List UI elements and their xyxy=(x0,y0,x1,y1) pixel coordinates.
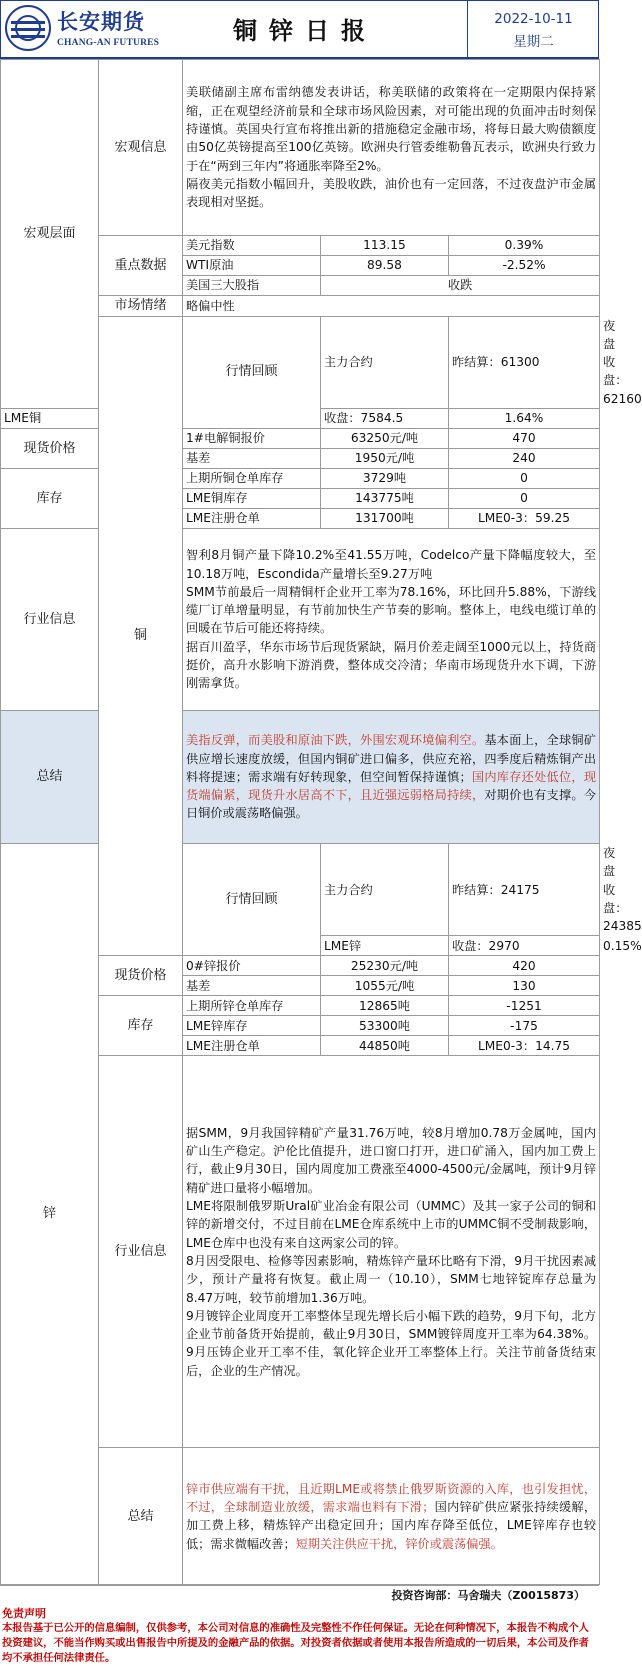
zinc-industry-label: 行业信息 xyxy=(99,1056,183,1448)
table-row xyxy=(1,468,600,488)
table-cell: 0 xyxy=(449,488,600,508)
macro-info-paragraph: 美联储副主席布雷纳德发表讲话，称美联储的政策将在一定期限内保持紧缩，正在观望经济前景和全球市场风险因素，对可能出现的负面冲击时刻保持谨慎。英国央行宣布将推出新的措施稳定金融市场，将每日最大购债额度由50亿英镑提高至100亿英镑。欧洲央行管委维勒鲁瓦表示，欧洲央行致力于在“两到三年内”将通胀率降至2%。 xyxy=(186,85,597,173)
table-cell: 上期所锌仓单库存 xyxy=(183,996,321,1016)
disclaimer-title: 免责声明 xyxy=(2,1607,46,1621)
analyst-credit: 投资咨询部：马舍瑞夫（Z0015873） xyxy=(391,1589,585,1603)
zinc-summary-label: 总结 xyxy=(99,1448,183,1585)
key-data-change: 0.39% xyxy=(449,236,600,256)
table-row: LME锌 收盘：2970 0.15% xyxy=(1,936,600,956)
logo-bar-bottom xyxy=(11,35,45,38)
industry-paragraph: 8月因受限电、检修等因素影响，精炼锌产量环比略有下滑，9月干扰因素减少，预计产量将有恢复。截止周一（10.10），SMM七地锌锭库存总量为8.47万吨，较节前增加1.36万吨。 xyxy=(186,1253,597,1305)
copper-section-label: 铜 xyxy=(99,316,183,956)
key-data-name: WTI原油 xyxy=(183,256,321,276)
zinc-stock-label: 库存 xyxy=(99,996,183,1056)
table-cell: 1055元/吨 xyxy=(321,976,449,996)
copper-industry-label: 行业信息 xyxy=(1,528,99,710)
table-cell: -1251 xyxy=(449,996,600,1016)
table-cell: 0 xyxy=(449,468,600,488)
macro-info-paragraph: 隔夜美元指数小幅回升，美股收跌，油价也有一定回落，不过夜盘沪市金属表现相对坚挺。 xyxy=(186,176,597,210)
table-cell: 昨结算：61300 xyxy=(449,316,600,408)
table-cell: 420 xyxy=(449,956,600,976)
table-cell: 240 xyxy=(449,448,600,468)
zinc-review-label: 行情回顾 xyxy=(183,843,321,955)
report-footer xyxy=(0,1585,599,1666)
table-row: 铜 行情回顾 主力合约 昨结算：61300 夜盘收盘：62160 xyxy=(1,316,600,408)
table-cell: LME注册仓单 xyxy=(183,508,321,528)
industry-paragraph: 据百川盈孚，华东市场节后现货紧缺，隔月价差走阔至1000元以上，持货商挺价，高升水影响下游消费，整体成交冷清；华南市场现货升水下调，下游刚需拿货。 xyxy=(186,639,597,691)
table-cell: LME锌库存 xyxy=(183,1016,321,1036)
sentiment-label: 市场情绪 xyxy=(99,296,183,317)
table-cell: 0#锌报价 xyxy=(183,956,321,976)
summary-text: 对期价也有支撑。今日铜价或震荡略偏强。 xyxy=(186,788,597,821)
report-weekday: 星期二 xyxy=(513,34,554,50)
industry-paragraph: SMM节前最后一周精铜杆企业开工率为78.16%，环比回升5.88%，下游线缆厂订单增量明显，有节前加快生产节奏的影响。整体上，电线电缆订单的回暖在节后可能还将持续。 xyxy=(186,584,597,636)
logo-bar-top xyxy=(11,21,45,24)
copper-summary-label: 总结 xyxy=(1,710,99,843)
key-data-value: 89.58 xyxy=(321,256,449,276)
sentiment-value: 略偏中性 xyxy=(183,296,600,317)
macro-section-label: 宏观层面 xyxy=(1,60,99,409)
report-table xyxy=(0,59,642,1585)
industry-paragraph: LME将限制俄罗斯Ural矿业冶金有限公司（UMMC）及其一家子公司的铜和锌的新增交付，不过目前在LME仓库系统中上市的UMMC铜不受制裁影响，LME仓库中也没有来自这两家公司的锌。 xyxy=(186,1199,597,1250)
report-header xyxy=(0,0,599,59)
summary-highlight: 锌市供应端有干扰，且近期LME或将禁止俄罗斯资源的入库，也引发担忧，不过，全球制造业放缓，需求端也料有下滑； xyxy=(186,1481,597,1515)
zinc-section-label: 锌 xyxy=(1,843,99,1584)
zinc-spot-label: 现货价格 xyxy=(99,956,183,996)
company-logo xyxy=(5,5,51,51)
key-data-name: 美国三大股指 xyxy=(183,276,321,296)
brand-name-en: CHANG-AN FUTURES xyxy=(57,38,160,48)
table-cell: 143775吨 xyxy=(321,488,449,508)
table-cell: 44850吨 xyxy=(321,1036,449,1056)
table-cell: LME铜库存 xyxy=(183,488,321,508)
summary-text: 国内锌矿供应紧张持续缓解，加工费上移，精炼锌产出稳定回升；国内库存降至低位，LME锌库存也较低；需求微幅改善； xyxy=(186,1500,597,1551)
table-cell: 25230元/吨 xyxy=(321,956,449,976)
industry-paragraph: 智利8月铜产量下降10.2%至41.55万吨，Codelco产量下降幅度较大，至10.18万吨，Escondida产量增长至9.27万吨 xyxy=(186,548,597,581)
key-data-label: 重点数据 xyxy=(99,236,183,296)
table-cell: LME锌 xyxy=(321,936,449,956)
table-cell: 3729吨 xyxy=(321,468,449,488)
copper-summary-text xyxy=(183,710,600,843)
table-cell: 昨结算：24175 xyxy=(449,843,600,935)
copper-review-label: 行情回顾 xyxy=(183,316,321,428)
zinc-summary-text xyxy=(183,1448,600,1585)
table-cell: -175 xyxy=(449,1016,600,1036)
summary-highlight: 短期关注供应干扰，锌价或震荡偏强。 xyxy=(295,1536,503,1551)
table-cell: 收盘：2970 xyxy=(449,936,600,956)
key-data-change: -2.52% xyxy=(449,256,600,276)
table-cell: LME0-3：14.75 xyxy=(449,1036,600,1056)
copper-stock-label: 库存 xyxy=(1,468,99,528)
key-data-value: 113.15 xyxy=(321,236,449,256)
table-cell: 1.64% xyxy=(449,408,600,428)
disclaimer-text: 本报告基于已公开的信息编制，仅供参考，本公司对信息的准确性及完整性不作任何保证。无论在何种情况下，本报告不构成个人投资建议，不能当作购买或出售报告中所提及的金融产品的依据。对投资者依据或者使用本报告所造成的一切后果，本公司及作者均不承担任何法律责任。 xyxy=(2,1622,589,1665)
copper-summary-row xyxy=(1,710,600,843)
table-cell: LME0-3：59.25 xyxy=(449,508,600,528)
report-title: 铜锌日报 xyxy=(233,17,377,45)
table-row xyxy=(1,428,600,448)
table-cell: 基差 xyxy=(183,448,321,468)
copper-spot-label: 现货价格 xyxy=(1,428,99,468)
table-cell: LME注册仓单 xyxy=(183,1036,321,1056)
copper-industry-text xyxy=(183,528,600,710)
copper-industry-row xyxy=(1,528,600,710)
industry-paragraph: 9月镀锌企业周度开工率整体呈现先增长后小幅下跌的趋势，9月下旬，北方企业节前备货开始提前，截止9月30日，SMM镀锌周度开工率为64.38%。9月压铸企业开工率不佳，氧化锌企业开工率整体上行。关注节前备货结束后，企业的生产情况。 xyxy=(186,1308,597,1378)
table-cell: 470 xyxy=(449,428,600,448)
zinc-industry-text xyxy=(183,1056,600,1448)
table-cell: LME铜 xyxy=(1,408,99,428)
key-data-name: 美元指数 xyxy=(183,236,321,256)
table-cell: 1#电解铜报价 xyxy=(183,428,321,448)
report-date: 2022-10-11 xyxy=(494,11,573,27)
brand-name-cn: 长安期货 xyxy=(57,10,145,34)
table-cell: 130 xyxy=(449,976,600,996)
table-row: 锌 行情回顾 主力合约 昨结算：24175 夜盘收盘：24385 xyxy=(1,843,600,935)
macro-info-text xyxy=(183,60,600,236)
industry-paragraph: 据SMM，9月我国锌精矿产量31.76万吨，较8月增加0.78万金属吨，国内矿山生产稳定。沪伦比值提升，进口窗口打开，进口矿涌入，国内加工费上行，截止9月30日，国内周度加工费涨至4000-4500元/金属吨，预计9月锌精矿进口量将小幅增加。 xyxy=(186,1125,597,1195)
macro-info-row xyxy=(1,60,600,236)
table-cell: 63250元/吨 xyxy=(321,428,449,448)
summary-highlight: 国内库存还处低位，现货端偏紧，现货升水居高不下，且近强远弱格局持续， xyxy=(186,769,597,803)
key-data-value: 收跌 xyxy=(321,276,600,296)
table-cell: 收盘：7584.5 xyxy=(321,408,449,428)
table-cell: 主力合约 xyxy=(321,843,449,935)
summary-text: 基本面上，全球铜矿供应增长速度放缓，但国内铜矿进口偏多，供应充裕，四季度后精炼铜产出料将提速；需求端有好转现象，但空间暂保持谨慎； xyxy=(186,733,597,784)
logo-bar-middle xyxy=(11,28,45,31)
table-cell: 131700吨 xyxy=(321,508,449,528)
table-cell: 上期所铜仓单库存 xyxy=(183,468,321,488)
table-cell: 1950元/吨 xyxy=(321,448,449,468)
table-cell: 主力合约 xyxy=(321,316,449,408)
table-cell: 53300吨 xyxy=(321,1016,449,1036)
summary-highlight: 美指反弹，而美股和原油下跌，外围宏观环境偏利空。 xyxy=(186,733,485,748)
table-cell: 基差 xyxy=(183,976,321,996)
table-cell: 12865吨 xyxy=(321,996,449,1016)
macro-info-label: 宏观信息 xyxy=(99,60,183,236)
